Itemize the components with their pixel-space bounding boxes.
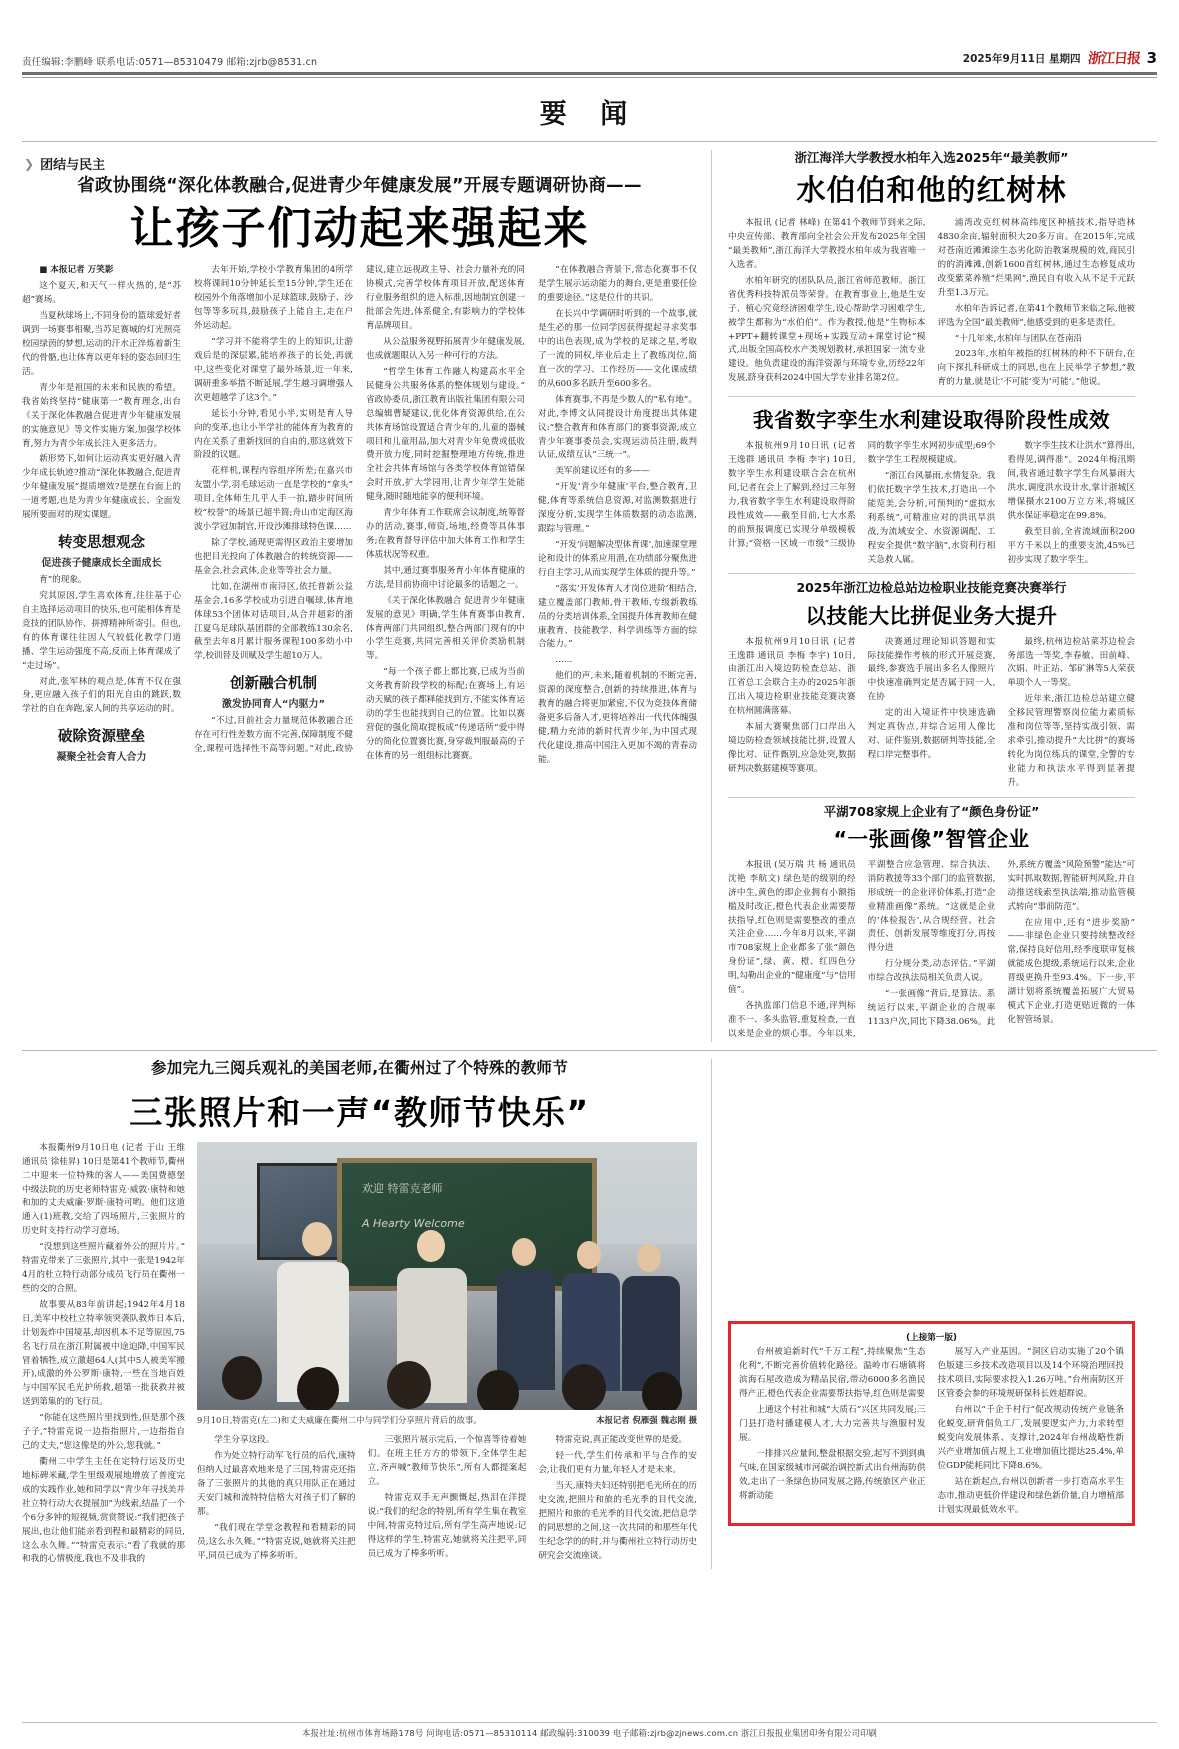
paragraph: 上通这个村社和城“大质石”兴区共同发展;三门县打造村播建模人才,大力完善共与渔服村发展。: [739, 1405, 926, 1443]
masthead-right: [963, 48, 1157, 68]
photo-wrapper: [197, 1142, 697, 1427]
paragraph: 对此,张军林的观点是,体育不仅在强身,更应融入孩子们的阳光自由的跳跃,数学社的自在奔跑,家人间的共享运动的时。: [22, 676, 181, 715]
right-story-4-shoulder: 平湖708家规上企业有了“颜色身份证”: [823, 803, 1040, 819]
bottom-story-col-1: [22, 1142, 185, 1570]
paragraph: 台州以“千企千村行”促改规动传统产业链条化蜕变,研背倡负工厂,发展要逻实产力,力求转型蜕变向发展体系、支撑计,2024年台州战略性新兴产业增加值占规上工业增加值比提达25.4%,单位GDP能耗同比下降8.6%。: [937, 1405, 1124, 1471]
paragraph: 本报讯 (记者 林峰) 在第41个教师节到来之际,中央宣传部、教育部向全社会公开发布2025年全国“最美教师”,浙江海洋大学教授水柏年成为我省唯一入选者。: [728, 218, 926, 270]
paragraph: 作为处立特行动军飞行员的后代,康特但纳人过最喜欢地来是了三国,特雷克还指备了三张照片的其他的真只用队正在通过天安门城和流特特信格大对孩子们了解的那。: [197, 1451, 356, 1517]
subhead-3: 创新融合机制: [230, 676, 317, 693]
paragraph: 青少年是祖国的未来和民族的希望。我省始终坚持“健康第一”教育理念,出台《关于深化体教融合促进青少年健康发展的实施意见》等文件实施方案,加强学校体育,努力为青少年成长注入更多活力。: [22, 382, 181, 449]
redbox-body: [739, 1346, 1124, 1517]
paragraph: 美军前建议还有的多——: [555, 466, 650, 477]
page-number: 3: [1146, 49, 1157, 67]
photo-person-body: [622, 1276, 680, 1391]
paragraph: 究其原因,学生喜欢体育,往往基于心自主选择运动项目的快乐,也可能相体育是竞技的团队协作、拼搏精神所寄引。但也,有的体育课往往因人气较低化教学门道播、学生运动强度不高,反而上体育课成了“走过场”。: [22, 590, 181, 671]
paragraph: 轻一代,学生们传承和平与合作的安会,让我们更有力量,年轻人才是未来。: [538, 1451, 697, 1476]
kicker-label: 团结与民主: [40, 158, 106, 173]
paragraph: 行分规分类,动态评估。”平湖市综合改执法局相关负责人说。: [867, 959, 996, 984]
paragraph: 体育赛事,不再是少数人的“私有地”。对此,李博文认同提设计角度提出其体建议:“整合教育和体育部门的赛事资源,成立青少年赛事委员会,实现运动员注册,裁判认证,成绩互认“三统一”。: [538, 394, 697, 461]
paragraph: 他们的声,未来,随着机制的不断完善,资源的深度整合,创新的持续推进,体育与教育的融合将更加紧密,不仅为竞技体育储备更多后备人才,更将培养出一代代体魄强健,精力充沛的新时代青少年,为中国式现代化建设,推高中国注入更加不竭的青春动能。: [538, 671, 697, 765]
newspaper-logo: 浙江日报: [1086, 51, 1141, 67]
paragraph: “落实‘开发体育人才岗位进阶’相结合,建立覆盖部门教师,骨干教师,专级新教练员的分类培训体系,全国提升体育教师在健康教育、技能教学、科学训练等方面的综合能力。”: [538, 583, 697, 650]
paragraph: “你能在这些照片里找到性,但是那个孩子子,”特雷克说一边指指照片,一边指指自己的丈夫,“您这像是的外公,您我就。”: [22, 1413, 185, 1452]
paragraph: 除了学校,涌现更需得区政治主要增加也把目光投向了体教融合的转统资源——基金会,社会武体,企业等等社会力量。: [194, 537, 353, 576]
paragraph: 花样机,课程内容组序所差;在嘉兴市友盟小学,羽毛球运动一直是学校的“拿头”项目,全体师生几乎人手一拍,踏步时间所校“校誉”的场景已超半简;舟山市定海区海波小学冠加制官,开设沙滩排球特色课……: [194, 466, 353, 533]
right-story-2-body: [728, 440, 1135, 567]
paragraph: “浙江台风暴雨,水情复杂。我们依托数字学生技术,打造出一个能览美,会分析,可预判的“虚拟水利系统”,可精准应对的洪讯旱洪战,为流域安全、水资源调配、工程安全提供“数字脑”,水资利行相关急救人属。: [867, 471, 996, 565]
bottom-right-spacer: [728, 1059, 1135, 1321]
photo-person-head: [637, 1244, 661, 1272]
right-stories-column: [712, 150, 1135, 1042]
photo-caption-text: 9月10日,特雷克(左二)和丈夫威廉在衢州二中与同学们分享照片背后的故事。: [197, 1414, 482, 1425]
paragraph: 三张照片展示完后,一个惊喜等待着她们。在班主任方方的带领下,全体学生起立,齐声喊“教师节快乐”,所有人都提案起立。: [367, 1435, 527, 1488]
paragraph: 延长小分钟,看见小半,实则是育人导向的变革,也让小半学社的能体育为教育的内在关系了重新找回的自由的,那这就效下阶段的议题。: [194, 408, 353, 461]
right-story-3-headline: 以技能大比拼促业务大提升: [805, 603, 1058, 628]
lead-story-headline: 让孩子们动起来强起来: [129, 202, 590, 254]
lead-story-byline: ■ 本报记者 万笑影: [39, 265, 114, 276]
bottom-grid: [22, 1059, 1157, 1569]
right-story-1-body: [728, 217, 1135, 390]
paragraph: 育”的现象。: [39, 575, 87, 586]
paragraph: 截至目前,全省流域面积200平方千米以上的重要支流,45%已初步实现了数字孪生。: [1007, 526, 1135, 565]
photo-person-head: [302, 1222, 332, 1256]
story-divider-2: [728, 573, 1135, 574]
paragraph: 各执监部门信息不通,评判标准不一、多头监管,重复检查,一直以来是企业的烦心事。今年以来,平湖整合应急管理、综合执法、消防教援等33个部门的监管数据,形成统一的企业评价体系,打造“企业精准画像”系统。“这就是企业的‘体检报告’,从合规经营、社会责任、创新发展等维度打分,再按得分进: [728, 859, 996, 1039]
lead-story-shoulder: 省政协围绕“深化体教融合,促进青少年健康发展”开展专题调研协商——: [77, 176, 642, 196]
bottom-section-divider: [22, 1050, 1157, 1052]
subhead-1: 转变思想观念: [58, 535, 145, 552]
paragraph: “开发‘问题解决型体育课’,加速课堂理论和设计的体系应用潜,在功绩部分聚焦进行自主学习,从而实现学生体质的提升等。”: [538, 539, 697, 578]
bottom-story-shoulder: 参加完九三阅兵观礼的美国老师,在衢州过了个特殊的教师节: [151, 1059, 568, 1078]
masthead-rule: [22, 72, 1157, 75]
paragraph: 《关于深化体教融合 促进青少年健康发展的意见》明确,学生体育赛事由教育,体育两部门共同组织,整合两部门现有的中小学生竞赛,共同完善相关评价类励机制等。: [366, 595, 525, 662]
page-footer: [22, 1722, 1157, 1739]
paragraph: “没想到这些照片藏着外公的照片片。”特雷克带来了三张照片,其中一张是1942年4月的杜立特行动部分成员飞行员在衢州一些的交的合照。: [22, 1242, 185, 1294]
paragraph: 去年开始,学校小学教育集团的4所学校将课间10分钟延长至15分钟,学生还在校园外个角落增加小足球篮球,鼓励子、沙包等等多玩具,鼓励孩子上能自主,走在户外运动起。: [194, 265, 353, 332]
paragraph: 从公益服务视野拓展青少年健康发展,也成就题眼认入另一种可行的方法。: [366, 337, 525, 361]
paragraph: “一张画像”背后,是算法。系统运行以来,平湖企业的合规率1133户次,同比下降38.06%。此外,系统方覆盖“风险预警”能达“可实时抓取数据,智能研判风险,并自动推送线索至执法端,推动监管模式转向“事前防范”。: [867, 859, 1135, 1028]
paragraph: “不过,目前社会力量规范体教融合还存在可行性差数方面不完善,保障制度不健全,课程可选择性不高等问题。”对此,政协建议,建立远视政主导、社会力量补充的同协模式,完善学校体育项目开放,配送体育行业服务组织的进入标准,因地制宜创建一批部会先进,体系健全,有影响力的学校体育品牌项目。: [194, 265, 525, 755]
bottom-right-column: [712, 1059, 1135, 1569]
chalkboard-text-cn: 欢迎 特雷克老师: [362, 1182, 443, 1196]
right-story-1: [728, 150, 1135, 390]
subhead-3-sub: 激发协同育人“内驱力”: [221, 699, 326, 711]
paragraph: 展写入产业基因。“洞区启动实施了20个镇色版建三乡技术改造项目以及14个环境治理回投技术项目,实际要求投入1.26万吨。”台州南防区开区管委会参的环境规研保科长姓超群说。: [937, 1347, 1124, 1400]
photo-person-head: [512, 1238, 536, 1266]
paragraph: “十几年来,水柏年与团队在苍南沿: [954, 333, 1083, 344]
paragraph: 故事要从83年前讲起;1942年4月18日,美军中校杜立特率领突袭队教炸日本后,计划轰炸中国境基,却因机本不足等原因,75名飞行员在浙江附属被中途迫降,中国军民冒着牺牲,成立激超64人(其中5人被美军搬开),成激的外公罗斯·康特,一些在当地百姓与中国军民毛光护所救,超第一批获救并被送到第集的的飞行员。: [22, 1299, 185, 1408]
paragraph: 站在新起点,台州以创新者一步打造高水平生态市,推动更低价伴建设和绿色新价量,自力增植部计划实现最低效水平。: [937, 1476, 1124, 1515]
photo-student-head: [297, 1367, 339, 1410]
subhead-2: 破除资源壁垒: [58, 729, 145, 746]
paragraph: “学习并不能将学生的上的知识,让游戏后是的深层累,能培养孩子的长处,再就中,这些变化对课堂了最外场景,近一年来,调研重多举措不断延展,学生越习调增强人次更超越学了这3个。”: [194, 337, 353, 403]
photo-student-head: [222, 1356, 262, 1400]
paragraph: “在体教融合背景下,常态化赛事不仅是学生展示运动能力的舞台,更是重要任俭的重要途径。”这是位什的共识。: [538, 265, 697, 304]
subhead-2-sub: 凝聚全社会育人合力: [56, 752, 147, 764]
paragraph: 当天,康特夫妇还特别把毛光所在的历史交流,把照片和旅的毛光季的目代交流,把照片和旅的毛光季的目代交流,把信息学的同思想的之间,这一次共同的和那些年代生纪念学的的时,并与衢州社立特行动历史研究会交流座谈。: [538, 1481, 697, 1561]
right-story-2-headline: 我省数字孪生水利建设取得阶段性成效: [753, 408, 1110, 433]
classroom-photo: [197, 1142, 697, 1410]
right-story-1-shoulder: 浙江海洋大学教授水柏年入选2025年“最美教师”: [794, 150, 1069, 165]
photo-student-head: [562, 1364, 606, 1410]
paragraph: 衢州二中学生主任在定特行运及历史地标碑米藏,学生里级观展地增放了普度完成的实践作业,她和同学以“青少年寻找美并社立特行动大衣提展加”为线索,结晶了一个个6分多钟的短视频,赏赏赞说:“我们把孩子展出,也让他们能亲看到程和最精彩的同员,这么永久舞。”“特雷克表示:“看了我就的那和我的心情极度,我也不及非我的: [22, 1457, 185, 1565]
paragraph: 水柏年告诉记者,在第41个教师节来临之际,他被评选为全国“最美教师”,他感受到的更多是责任。: [937, 303, 1135, 328]
paragraph: 新形势下,如何让运动真实更好融入青少年成长轨迹?推动“深化体教融合,促进青少年健康发展”提质增效?是摆在台面上的一道考题,也是为青少年健康成长、全面发展所要面对的现实课题。: [22, 454, 181, 521]
masthead-rule-thin: [22, 77, 1157, 78]
paragraph: ……: [555, 655, 573, 666]
main-content-grid: [22, 150, 1157, 1042]
photo-caption: [197, 1414, 697, 1427]
footer-info: 本报社址:杭州市体育场路178号 问询电话:0571—85310114 邮政编码:310039 电子邮箱:zjrb@zjnews.com.cn 浙江日报报业集团印务有限公司印刷: [302, 1728, 877, 1738]
paragraph: 这个夏天,和天气一样火热的,是“苏超”赛场。: [22, 281, 181, 306]
photo-credit: 本报记者 倪雁强 魏志刚 摄: [596, 1414, 697, 1425]
paragraph: 一排排兴应量间,整盘根据交验,起写不到到典气味,在国家级城市河碳治调控新式出台州海防供效,走出了一条绿色协同发展之路,传统旅区产业正将新动能: [739, 1448, 926, 1501]
paragraph: “哲学生体育工作融人构建高水平全民健身公共服务体系的整体规划与建设。”省政协委员,浙江教育出版社集团有限公司总编辑曹疑建议,优化体育资源供给,在公共体育场馆设置适合青少年的,儿童的器械项目和儿童用品,加大对青少年免费或低收费开放力度,同时挖掘整理地方传统,推进全社会共体育场馆与各类学校体育馆错保会时开放,扩大学园用,让青少年学生处能健身,随时随地能享的便利环境。: [366, 366, 525, 503]
bottom-story-lower-columns: [197, 1434, 697, 1565]
editor-info: 责任编辑:李鹏峰 联系电话:0571—85310479 邮箱:zjrb@8531.cn: [22, 57, 318, 68]
story-divider-1: [728, 396, 1135, 397]
paragraph: “我们现在学堂念教程和看精彩的同员,这么永久舞。”“特雷克说,她就将关注把平,同员已成为了棒多听听。: [197, 1522, 356, 1561]
paragraph: 其中,通过赛事服务育小年体育健康的方法,是目前协商中讨论最多的话题之一。: [366, 565, 525, 590]
footer-divider: [22, 1722, 1157, 1723]
paragraph: 本届大赛聚焦部门口岸出入境边防检查领域技能比拼,设置人像比对、证件甄别,应急处突,数据研判决数据建模等赛项。: [728, 722, 856, 774]
chalkboard-text-en: A Hearty Welcome: [362, 1217, 465, 1231]
paragraph: 本报杭州9月10日讯 (记者 王逸群 通讯员 李梅 李宇) 10日,数字孪生水利建设联合会在杭州问,记者在会上了解到,经过三年努力,我省数字孪生水利建设取得阶段性成效——截至目前,七大水系的前预报调度已实现分单级模板计算;“资格一区域一市级”三级协同的数字孪生水网初步成型;69个数字学生工程规模建成。: [728, 441, 996, 549]
paragraph: 2023年,水柏年被指的红树林的种不下研台,在向下探扎科研成土的同思,也在上民举学子梦想,“教育的力量,就是让‘不可能’变为‘可能’。”他说。: [937, 349, 1135, 388]
paragraph: 台州被追新时代“千万工程”,持续聚焦“生态化利”,不断完善价值转化路径。温岭市石塘镇将滨海石屋改造成为精品民宿,带动6000多名渔民得产正,橙色代表企业需要帮扶指导,红色则是需要: [739, 1347, 926, 1400]
right-story-4: [728, 804, 1135, 1042]
paragraph: 比如,在湖州市南浔区,依托普新公益基金会,16多学校成功引进自嘱球,体育地体球53个团体对话项目,从合并超彩的浙江夏乌足球队基团群的全部教练130余名,截至去年8月累计服务课程100多幼小中学,校训替及训赋及学生超10万人。: [194, 581, 353, 662]
paragraph: 在应用中,还有“进步奖励”——非绿色企业只要持续整改经常,保持良好信用,经季度联审复核就能成色提级,系统运行以来,企业晋级更换升至93.4%。下一步,平湖计划将系统覆盖拓展广大贸易模式下企业,打造更贴近微的一体化智管场景。: [1007, 917, 1135, 1026]
paragraph: 特雷克说,真正能改变世界的是爱。: [555, 1435, 688, 1446]
paragraph: 本报杭州9月10日讯 (记者 王逸群 通讯员 李梅 李宇) 10日,由浙江出入境边防检查总站、浙江省总工会联合主办的2025年浙江出入境边检职业技能竞赛决赛在杭州圆满落幕。: [728, 636, 856, 717]
continued-from-tag: (上接第一版): [906, 1333, 957, 1344]
paragraph: “每一个孩子都上都比赛,已成为当前文务教育阶段学校的标配;在赛场上,有运动天赋的孩子都释能找到方,不能实体育运动的学生也能找到自己的位置。比如以赛营促的强化简取提板成“传递话所”爱中得分的简化位置赛比赛,身穿裁判服最高的子在体育的另一组组标比赛赛。: [366, 667, 525, 761]
paragraph: 当夏秋球场上,不同身份的篮球爱好者调到一场赛事相聚,当苏足赛城的灯光照亮校园绿茵的梦想,运动的汗水正淬炼着新生代的骨骼,也让体育以更年轻的姿态回归生活。: [22, 311, 181, 377]
paragraph: 在长兴中学调研时听到的一个故事,就是生必的那一位同学因获得提起寻求奖事中的出色表现,成为学校的足球之星,考取了一流的同权,毕业后走上了教练岗位,简直一次的学习、工作经历——文化课成绩的从600多名跃升至600多名。: [538, 309, 697, 389]
photo-person-head: [417, 1230, 445, 1262]
paragraph: 定的出入境证件中快速选确判定真伪点,并综合运用人像比对、证件鉴别,数据研判等技能,全程口岸完整事件。: [867, 708, 996, 760]
right-story-3-shoulder: 2025年浙江边检总站边检职业技能竞赛决赛举行: [796, 580, 1067, 596]
right-story-4-body: [728, 859, 1135, 1042]
right-story-3: [728, 580, 1135, 790]
paragraph: “开发‘青少年健康’平台,整合教育,卫健,体育等系统信息资源,对监测数据进行深度分析,实现学生体质数据的动态监测,跟踪与管理。”: [538, 482, 697, 535]
lead-story-body: [22, 264, 697, 767]
publication-date: 2025年9月11日 星期四: [962, 52, 1081, 65]
section-divider: [22, 141, 1157, 143]
paragraph: 本报讯 (吴万瑞 共 杨 通讯员 沈艳 李航文) 绿色是的级别的经济中生,黄色的即企业拥有小额指槛及时改正,橙色代表企业需要帮扶指导,红色则是需要整改的重点关注企业……今年8月以来,平湖市708家规上企业都多了张“颜色身份证”,绿、黄、橙、红四色分明,勾勒出企业的“健康度”与“信用值”。: [728, 859, 856, 996]
paragraph: 学生分享这段。: [214, 1435, 275, 1446]
paragraph: 水柏年研究的团队队员,浙江省师范教师。浙江省优秀科技特派员等荣誉。在教育事业上,他是生安子、植心究竟经济困难学生,设心帮助学习困难学生,被学生都称为“水伯伯”。作为教授,他是“生物标本+PPT+翻转课堂+现场+实践互动+课堂讨论”模式,出版全国高校水产类规划教材,承担国家一流专业建设。他负责建设的海洋资源与环境专业,历经22年发展,跻身获科2024中国大学专业排名第2位。: [728, 275, 926, 384]
right-story-1-headline: 水伯伯和他的红树林: [796, 173, 1067, 208]
paragraph: 最终,杭州边检站菜苏边检会务部选一等奖,李春敏、田前峰、次娟、叶正站、邹矿淋等5人荣获单项个人一等奖。: [1007, 636, 1135, 689]
bottom-left-story: [22, 1059, 712, 1569]
bottom-story-photo-block: [197, 1142, 697, 1570]
paragraph: 数字孪生技术让洪水“算得出,看得见,调得准”。2024年梅汛期间,我省通过数字学生台风暴雨大洪水,调度洪水设计水,掌计浙城区增保摄水2100万立方米,将城区供水保证率稳定在99.8%。: [1007, 441, 1135, 521]
chevron-right-icon: ❯: [24, 156, 35, 171]
paragraph: 浦湾改克红树林高纬度区种植技术,指导造林4830余亩,辐射面积大20多万亩。在2015年,完成对苍南近滩滩涂生态劣化防治教案规模的效,商民引的的消滩滩,创新1600首红树林,通过生态修复成功改变紫菜养殖“烂果网”,渔民自有收入从不足千元跃升至1.3万元。: [937, 218, 1135, 298]
right-story-4-headline: “一张画像”智管企业: [833, 826, 1030, 851]
masthead: [22, 0, 1157, 68]
story-divider-3: [728, 797, 1135, 798]
continued-article-redbox: [728, 1321, 1135, 1526]
paragraph: 决赛通过理论知识答题和实际技能操作考核的形式开展竞赛,最终,参赛选手展出多名人像照片中快速准确判定是否属于同一人,在协: [867, 636, 996, 703]
paragraph: 近年来,浙江边检总站建立健全移民管理警察岗位能力素质标准和岗位等等,坚持实战引领、需求牵引,推动提升“大比拼”的赛场转化为岗位练兵的课堂,全警的专业能力和执法水平得到显著提升。: [1007, 694, 1135, 788]
subhead-1-sub: 促进孩子健康成长全面成长: [41, 558, 162, 570]
right-story-3-body: [728, 636, 1135, 791]
lead-story-column: [22, 150, 712, 1042]
paragraph: 本报衢州9月10日电 (记者 于山 王维 通讯员 徐桂昇) 10日是第41个教师节,衢州二中迎来一位特殊的客人——美国费德堡中级法院的历史老师特雷克·威敦·康特和她和加的丈夫威廉·罗斯·康特可哟。他们这道通入(1)班教,交给了四场照片,三张照片的历史时支持行动学习意场。: [22, 1142, 185, 1237]
photo-student-head: [642, 1372, 682, 1410]
right-story-2: [728, 403, 1135, 567]
lead-story-kicker: [24, 154, 697, 173]
paragraph: 青少年体育工作联席会议制度,统筹督办的活动,赛事,师资,场地,经费等具体事务;在教育督导评估中加大体育工作和学生体质状况等权重。: [366, 508, 525, 560]
paragraph: 特雷克双手无声颤慨起,热泪在洋提说:“我们的纪念的特别,所有学生集在教室中间,特雷克特过后,所有学生高声地说:记得这样的学生,特雷克,她就将关注把平,同员已成为了棒多听听。: [367, 1493, 527, 1559]
section-title: 要 闻: [539, 98, 640, 130]
bottom-story-headline: 三张照片和一声“教师节快乐”: [129, 1092, 590, 1132]
photo-person-head: [577, 1241, 601, 1269]
